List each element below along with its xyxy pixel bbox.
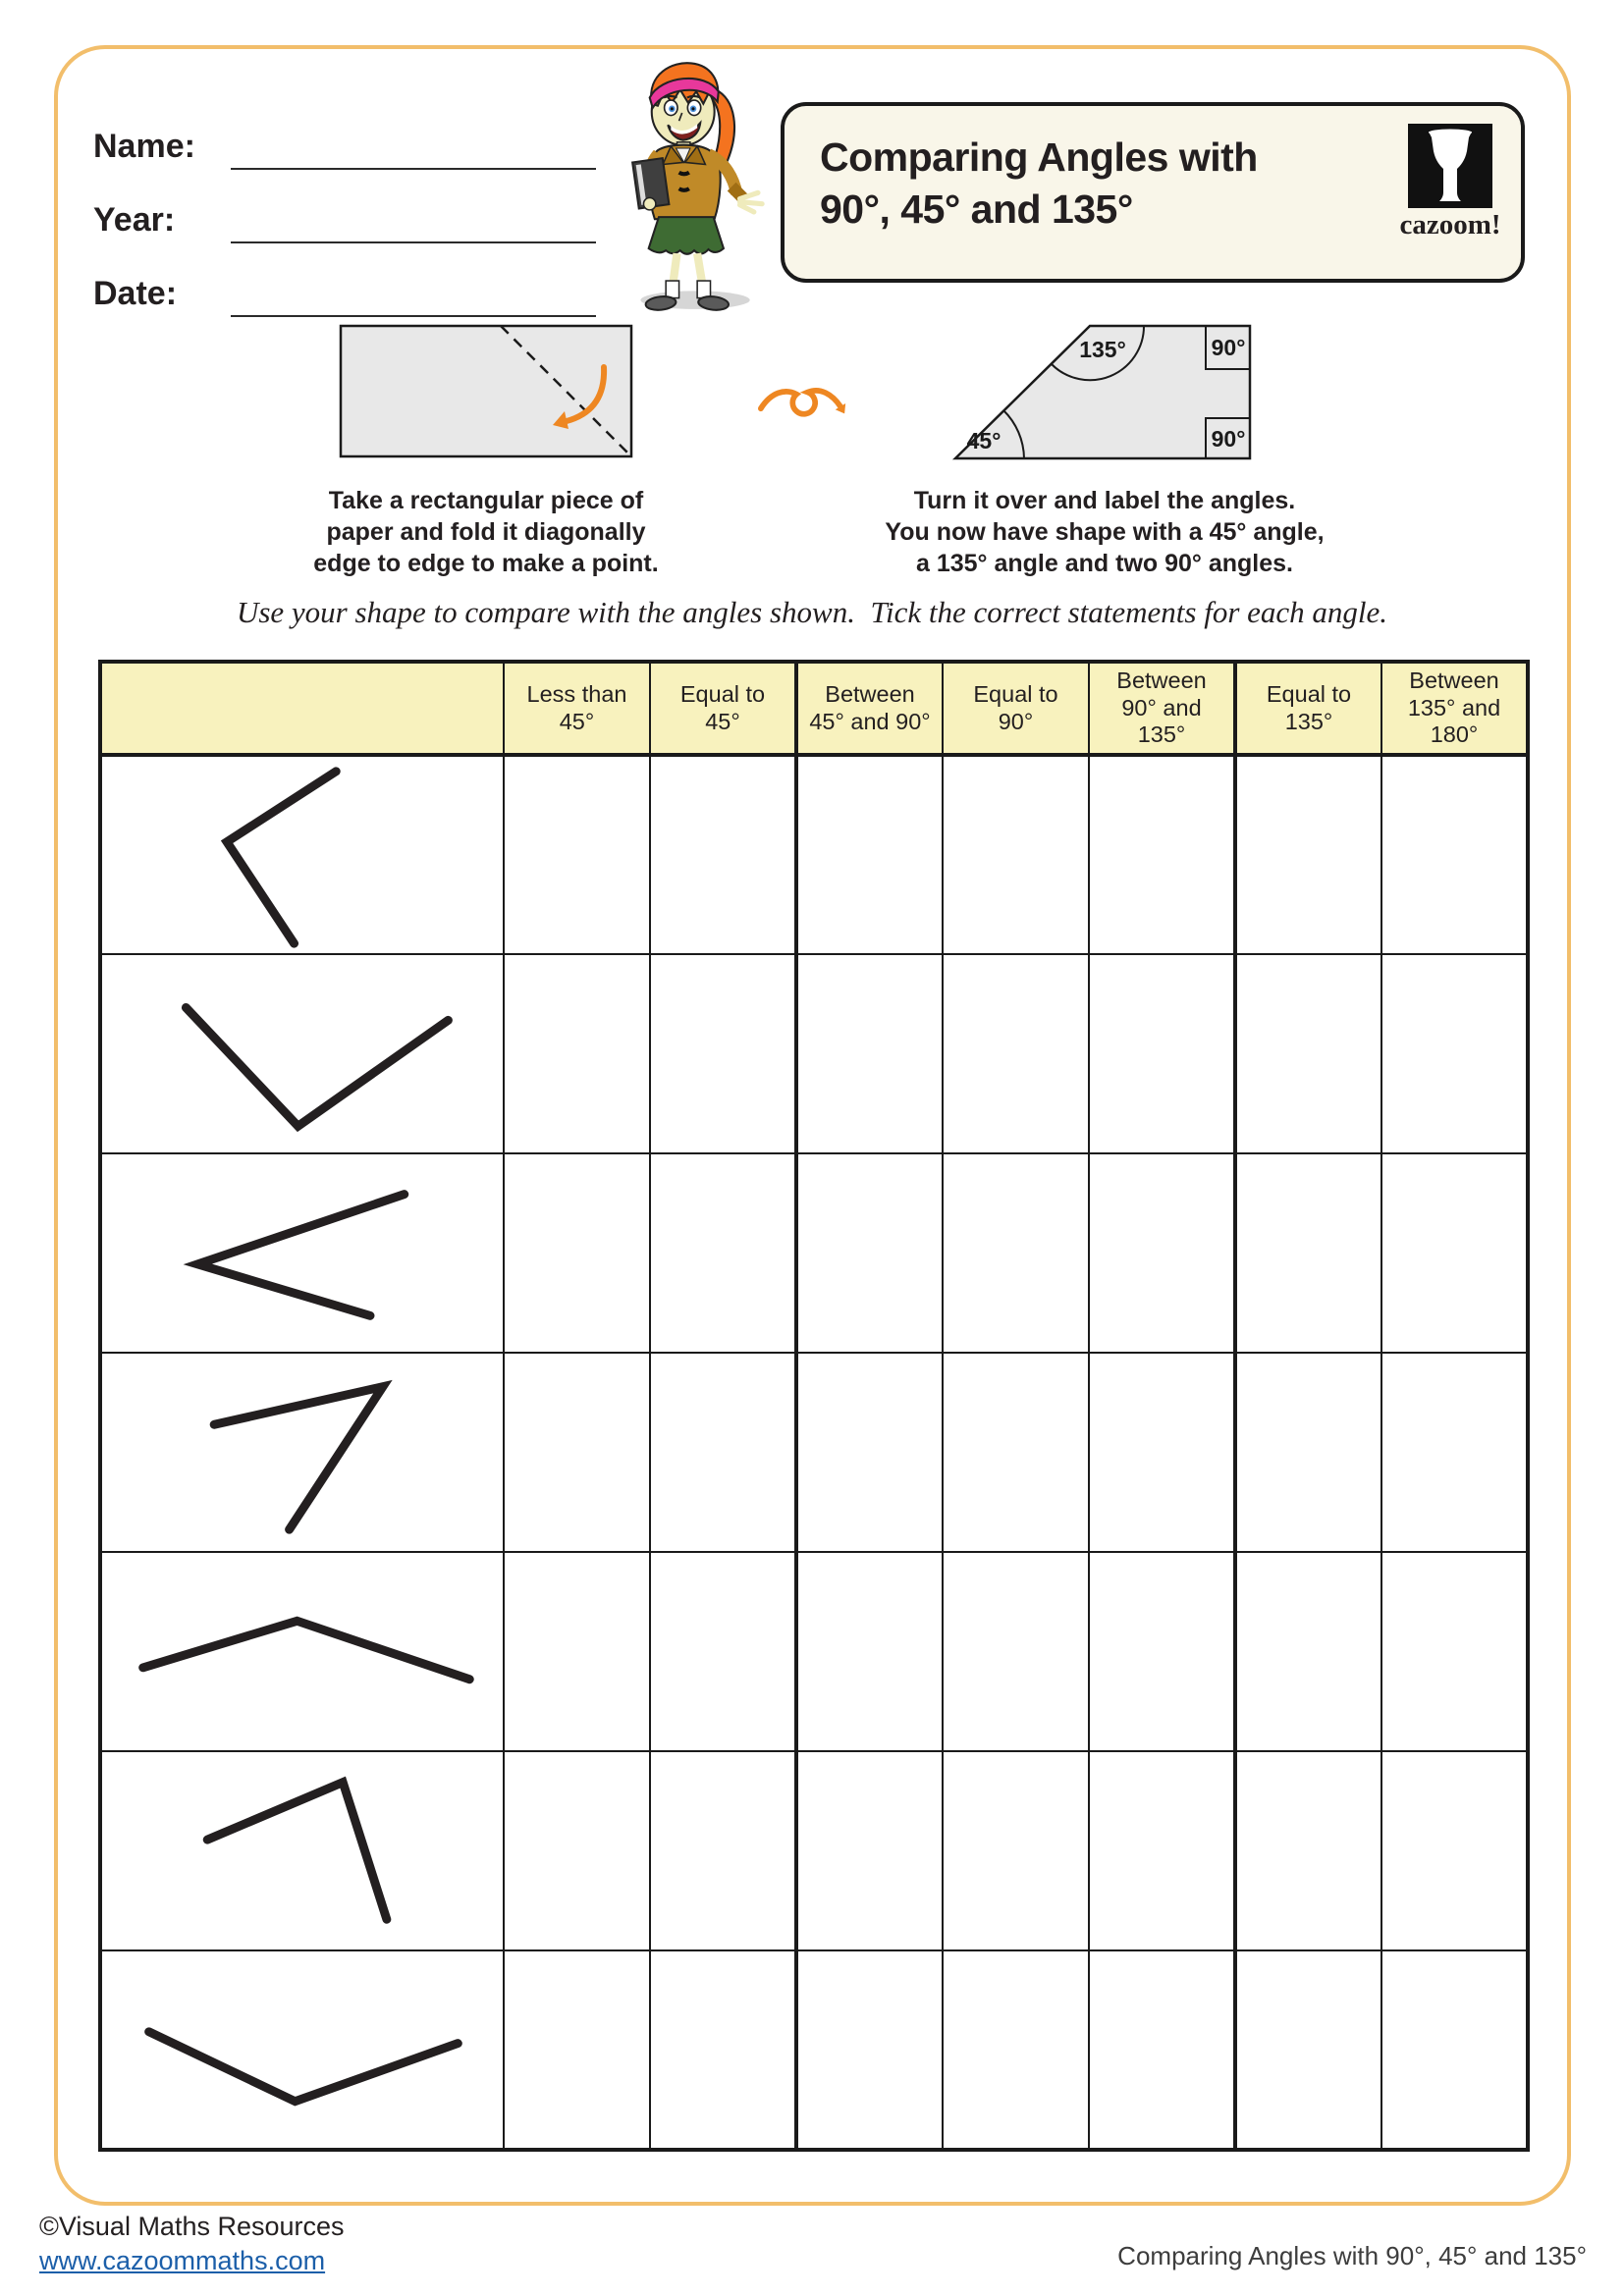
tick-cell-row5-col6[interactable] — [1235, 1552, 1381, 1751]
tick-cell-row7-col4[interactable] — [943, 1950, 1089, 2150]
angle-drawing-row3 — [100, 1153, 504, 1353]
turn-caption-line2: You now have shape with a 45° angle, — [885, 518, 1325, 546]
footer-worksheet-title: Comparing Angles with 90°, 45° and 135° — [1117, 2241, 1587, 2270]
cazoom-logo-text: cazoom! — [1399, 209, 1501, 240]
tick-cell-row5-col1[interactable] — [504, 1552, 650, 1751]
cazoommaths-link[interactable]: www.cazoommaths.com — [39, 2246, 326, 2275]
angle-drawing-row1 — [100, 755, 504, 954]
date-field — [93, 243, 604, 317]
year-field — [93, 170, 604, 243]
tick-cell-row6-col7[interactable] — [1381, 1751, 1528, 1950]
tick-cell-row1-col2[interactable] — [650, 755, 796, 954]
tick-cell-row3-col2[interactable] — [650, 1153, 796, 1353]
angle-comparison-table — [98, 660, 1530, 2152]
tick-cell-row1-col5[interactable] — [1089, 755, 1235, 954]
col-header-between-45-90: Between 45° and 90° — [796, 662, 943, 755]
tick-cell-row6-col2[interactable] — [650, 1751, 796, 1950]
tick-cell-row1-col7[interactable] — [1381, 755, 1528, 954]
table-row-2 — [100, 954, 1528, 1153]
tick-cell-row7-col5[interactable] — [1089, 1950, 1235, 2150]
date-input-line[interactable] — [231, 278, 596, 317]
tick-cell-row1-col6[interactable] — [1235, 755, 1381, 954]
tick-cell-row4-col1[interactable] — [504, 1353, 650, 1552]
tick-cell-row6-col4[interactable] — [943, 1751, 1089, 1950]
turn-caption-line3: a 135° angle and two 90° angles. — [915, 550, 1294, 577]
tick-cell-row1-col1[interactable] — [504, 755, 650, 954]
tick-cell-row4-col7[interactable] — [1381, 1353, 1528, 1552]
tick-cell-row2-col7[interactable] — [1381, 954, 1528, 1153]
year-input-line[interactable] — [231, 204, 596, 243]
angle-label-135: 135° — [1079, 337, 1126, 362]
tick-cell-row7-col3[interactable] — [796, 1950, 943, 2150]
angle-drawing-row5 — [100, 1552, 504, 1751]
tick-cell-row4-col3[interactable] — [796, 1353, 943, 1552]
angle-label-90-bottom: 90° — [1211, 426, 1246, 452]
tick-cell-row7-col2[interactable] — [650, 1950, 796, 2150]
fold-caption-line3: edge to edge to make a point. — [313, 550, 659, 577]
name-label: Name: — [93, 128, 195, 165]
fold-diagram — [324, 320, 648, 467]
date-label: Date: — [93, 275, 178, 312]
table-row-6 — [100, 1751, 1528, 1950]
cazoom-logo — [1395, 124, 1505, 241]
turn-caption-line1: Turn it over and label the angles. — [913, 487, 1296, 514]
tick-cell-row2-col1[interactable] — [504, 954, 650, 1153]
title-line-2: 90°, 45° and 135° — [820, 187, 1133, 233]
tick-cell-row3-col4[interactable] — [943, 1153, 1089, 1353]
tick-cell-row3-col7[interactable] — [1381, 1153, 1528, 1353]
table-row-7 — [100, 1950, 1528, 2150]
name-input-line[interactable] — [231, 131, 596, 170]
tick-cell-row6-col5[interactable] — [1089, 1751, 1235, 1950]
table-corner-cell — [100, 662, 504, 755]
tick-cell-row2-col3[interactable] — [796, 954, 943, 1153]
tick-cell-row5-col3[interactable] — [796, 1552, 943, 1751]
col-header-between-135-180: Between 135° and 180° — [1381, 662, 1528, 755]
flip-arrow-icon — [754, 378, 852, 429]
tick-cell-row3-col5[interactable] — [1089, 1153, 1235, 1353]
tick-cell-row6-col6[interactable] — [1235, 1751, 1381, 1950]
angle-drawing-row6 — [100, 1751, 504, 1950]
tick-cell-row6-col3[interactable] — [796, 1751, 943, 1950]
table-row-1 — [100, 755, 1528, 954]
tick-cell-row2-col4[interactable] — [943, 954, 1089, 1153]
tick-cell-row1-col3[interactable] — [796, 755, 943, 954]
tick-cell-row3-col6[interactable] — [1235, 1153, 1381, 1353]
comparison-table-body — [100, 755, 1528, 2150]
turn-caption — [842, 485, 1367, 579]
col-header-equal-90: Equal to 90° — [943, 662, 1089, 755]
fold-caption-line2: paper and fold it diagonally — [326, 518, 646, 546]
col-header-between-90-135: Between 90° and 135° — [1089, 662, 1235, 755]
name-field — [93, 96, 604, 170]
tick-cell-row1-col4[interactable] — [943, 755, 1089, 954]
table-row-3 — [100, 1153, 1528, 1353]
tick-cell-row7-col7[interactable] — [1381, 1950, 1528, 2150]
worksheet-title-box — [781, 102, 1525, 283]
table-row-5 — [100, 1552, 1528, 1751]
worksheet-title — [820, 132, 1258, 237]
table-header-row — [100, 662, 1528, 755]
student-info-fields — [93, 96, 604, 317]
angle-drawing-row7 — [100, 1950, 504, 2150]
tick-cell-row5-col2[interactable] — [650, 1552, 796, 1751]
tick-cell-row3-col1[interactable] — [504, 1153, 650, 1353]
col-header-less-than-45: Less than 45° — [504, 662, 650, 755]
fold-caption-line1: Take a rectangular piece of — [328, 487, 644, 514]
tick-cell-row5-col7[interactable] — [1381, 1552, 1528, 1751]
tick-cell-row5-col4[interactable] — [943, 1552, 1089, 1751]
tick-cell-row4-col6[interactable] — [1235, 1353, 1381, 1552]
col-header-equal-45: Equal to 45° — [650, 662, 796, 755]
tick-cell-row4-col5[interactable] — [1089, 1353, 1235, 1552]
tick-cell-row5-col5[interactable] — [1089, 1552, 1235, 1751]
angle-label-90-top: 90° — [1211, 335, 1246, 360]
cazoom-drum-icon — [1408, 124, 1492, 208]
labelled-shape-diagram — [943, 320, 1267, 467]
tick-cell-row2-col6[interactable] — [1235, 954, 1381, 1153]
table-row-4 — [100, 1353, 1528, 1552]
tick-cell-row2-col5[interactable] — [1089, 954, 1235, 1153]
year-label: Year: — [93, 201, 176, 239]
tick-cell-row3-col3[interactable] — [796, 1153, 943, 1353]
copyright-text: ©Visual Maths Resources — [39, 2212, 345, 2241]
angle-label-45: 45° — [966, 428, 1001, 454]
student-illustration — [611, 49, 776, 312]
tick-cell-row7-col6[interactable] — [1235, 1950, 1381, 2150]
angle-drawing-row4 — [100, 1353, 504, 1552]
tick-cell-row4-col4[interactable] — [943, 1353, 1089, 1552]
title-line-1: Comparing Angles with — [820, 134, 1258, 180]
fold-caption — [280, 485, 692, 579]
angle-drawing-row2 — [100, 954, 504, 1153]
tick-cell-row7-col1[interactable] — [504, 1950, 650, 2150]
tick-cell-row2-col2[interactable] — [650, 954, 796, 1153]
main-instruction: Use your shape to compare with the angles shown. Tick the correct statements for each angle. — [236, 595, 1388, 629]
tick-cell-row4-col2[interactable] — [650, 1353, 796, 1552]
col-header-equal-135: Equal to 135° — [1235, 662, 1381, 755]
tick-cell-row6-col1[interactable] — [504, 1751, 650, 1950]
